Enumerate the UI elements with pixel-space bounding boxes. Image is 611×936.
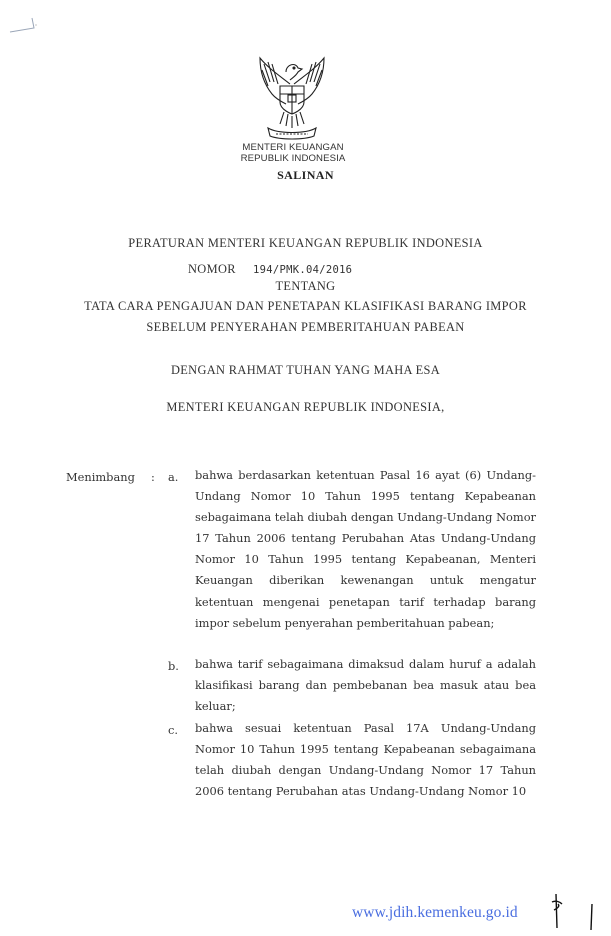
paraf-signature-icon — [550, 890, 600, 932]
ministry-name-line1: MENTERI KEUANGAN — [242, 142, 344, 153]
jdih-website-link[interactable]: www.jdih.kemenkeu.go.id — [352, 904, 518, 921]
regulation-title: PERATURAN MENTERI KEUANGAN REPUBLIK INDONESIA — [128, 236, 483, 250]
consideration-item-c: bahwa sesuai ketentuan Pasal 17A Undang-Undang Nomor 10 Tahun 1995 tentang Kepabeanan sebagaimana telah diubah dengan Undang-Undang Nomor 17 Tahun 2006 tentang Perubahan atas Undang-Undang Nomor 10 — [195, 721, 536, 799]
number-label: NOMOR — [188, 262, 236, 276]
subject-line2: SEBELUM PENYERAHAN PEMBERITAHUAN PABEAN — [146, 320, 465, 334]
number-value: 194/PMK.04/2016 — [252, 264, 353, 276]
consideration-item-a: bahwa berdasarkan ketentuan Pasal 16 ayat (6) Undang-Undang Nomor 10 Tahun 1995 tentang Kepabeanan sebagaimana telah diubah dengan Undang-Undang Nomor 17 Tahun 2006 tentang Perubahan Atas Undang-Undang Nomor 10 Tahun 1995 tentang Kepabeanan, Menteri Keuangan diberikan kewenangan untuk mengatur ketentuan mengenai penetapan tarif terhadap barang impor sebelum penyerahan pemberitahuan pabean; — [195, 468, 536, 630]
ministry-name-line2: REPUBLIK INDONESIA — [240, 153, 346, 164]
regulation-number — [188, 258, 352, 277]
garuda-emblem-icon — [254, 54, 330, 140]
about-label: TENTANG — [275, 279, 336, 293]
page-corner-mark-icon — [8, 14, 38, 36]
invocation: DENGAN RAHMAT TUHAN YANG MAHA ESA — [170, 363, 441, 377]
issuer: MENTERI KEUANGAN REPUBLIK INDONESIA, — [166, 400, 445, 414]
item-letter-c: c. — [168, 723, 179, 737]
subject-line1: TATA CARA PENGAJUAN DAN PENETAPAN KLASIFIKASI BARANG IMPOR — [84, 299, 527, 313]
item-letter-b: b. — [168, 659, 179, 673]
copy-label: SALINAN — [277, 168, 334, 182]
considerations-label: Menimbang — [66, 470, 135, 484]
considerations-colon: : — [151, 470, 155, 484]
consideration-item-b: bahwa tarif sebagaimana dimaksud dalam huruf a adalah klasifikasi barang dan pembebanan bea masuk atau bea keluar; — [195, 657, 536, 714]
item-letter-a: a. — [168, 470, 179, 484]
